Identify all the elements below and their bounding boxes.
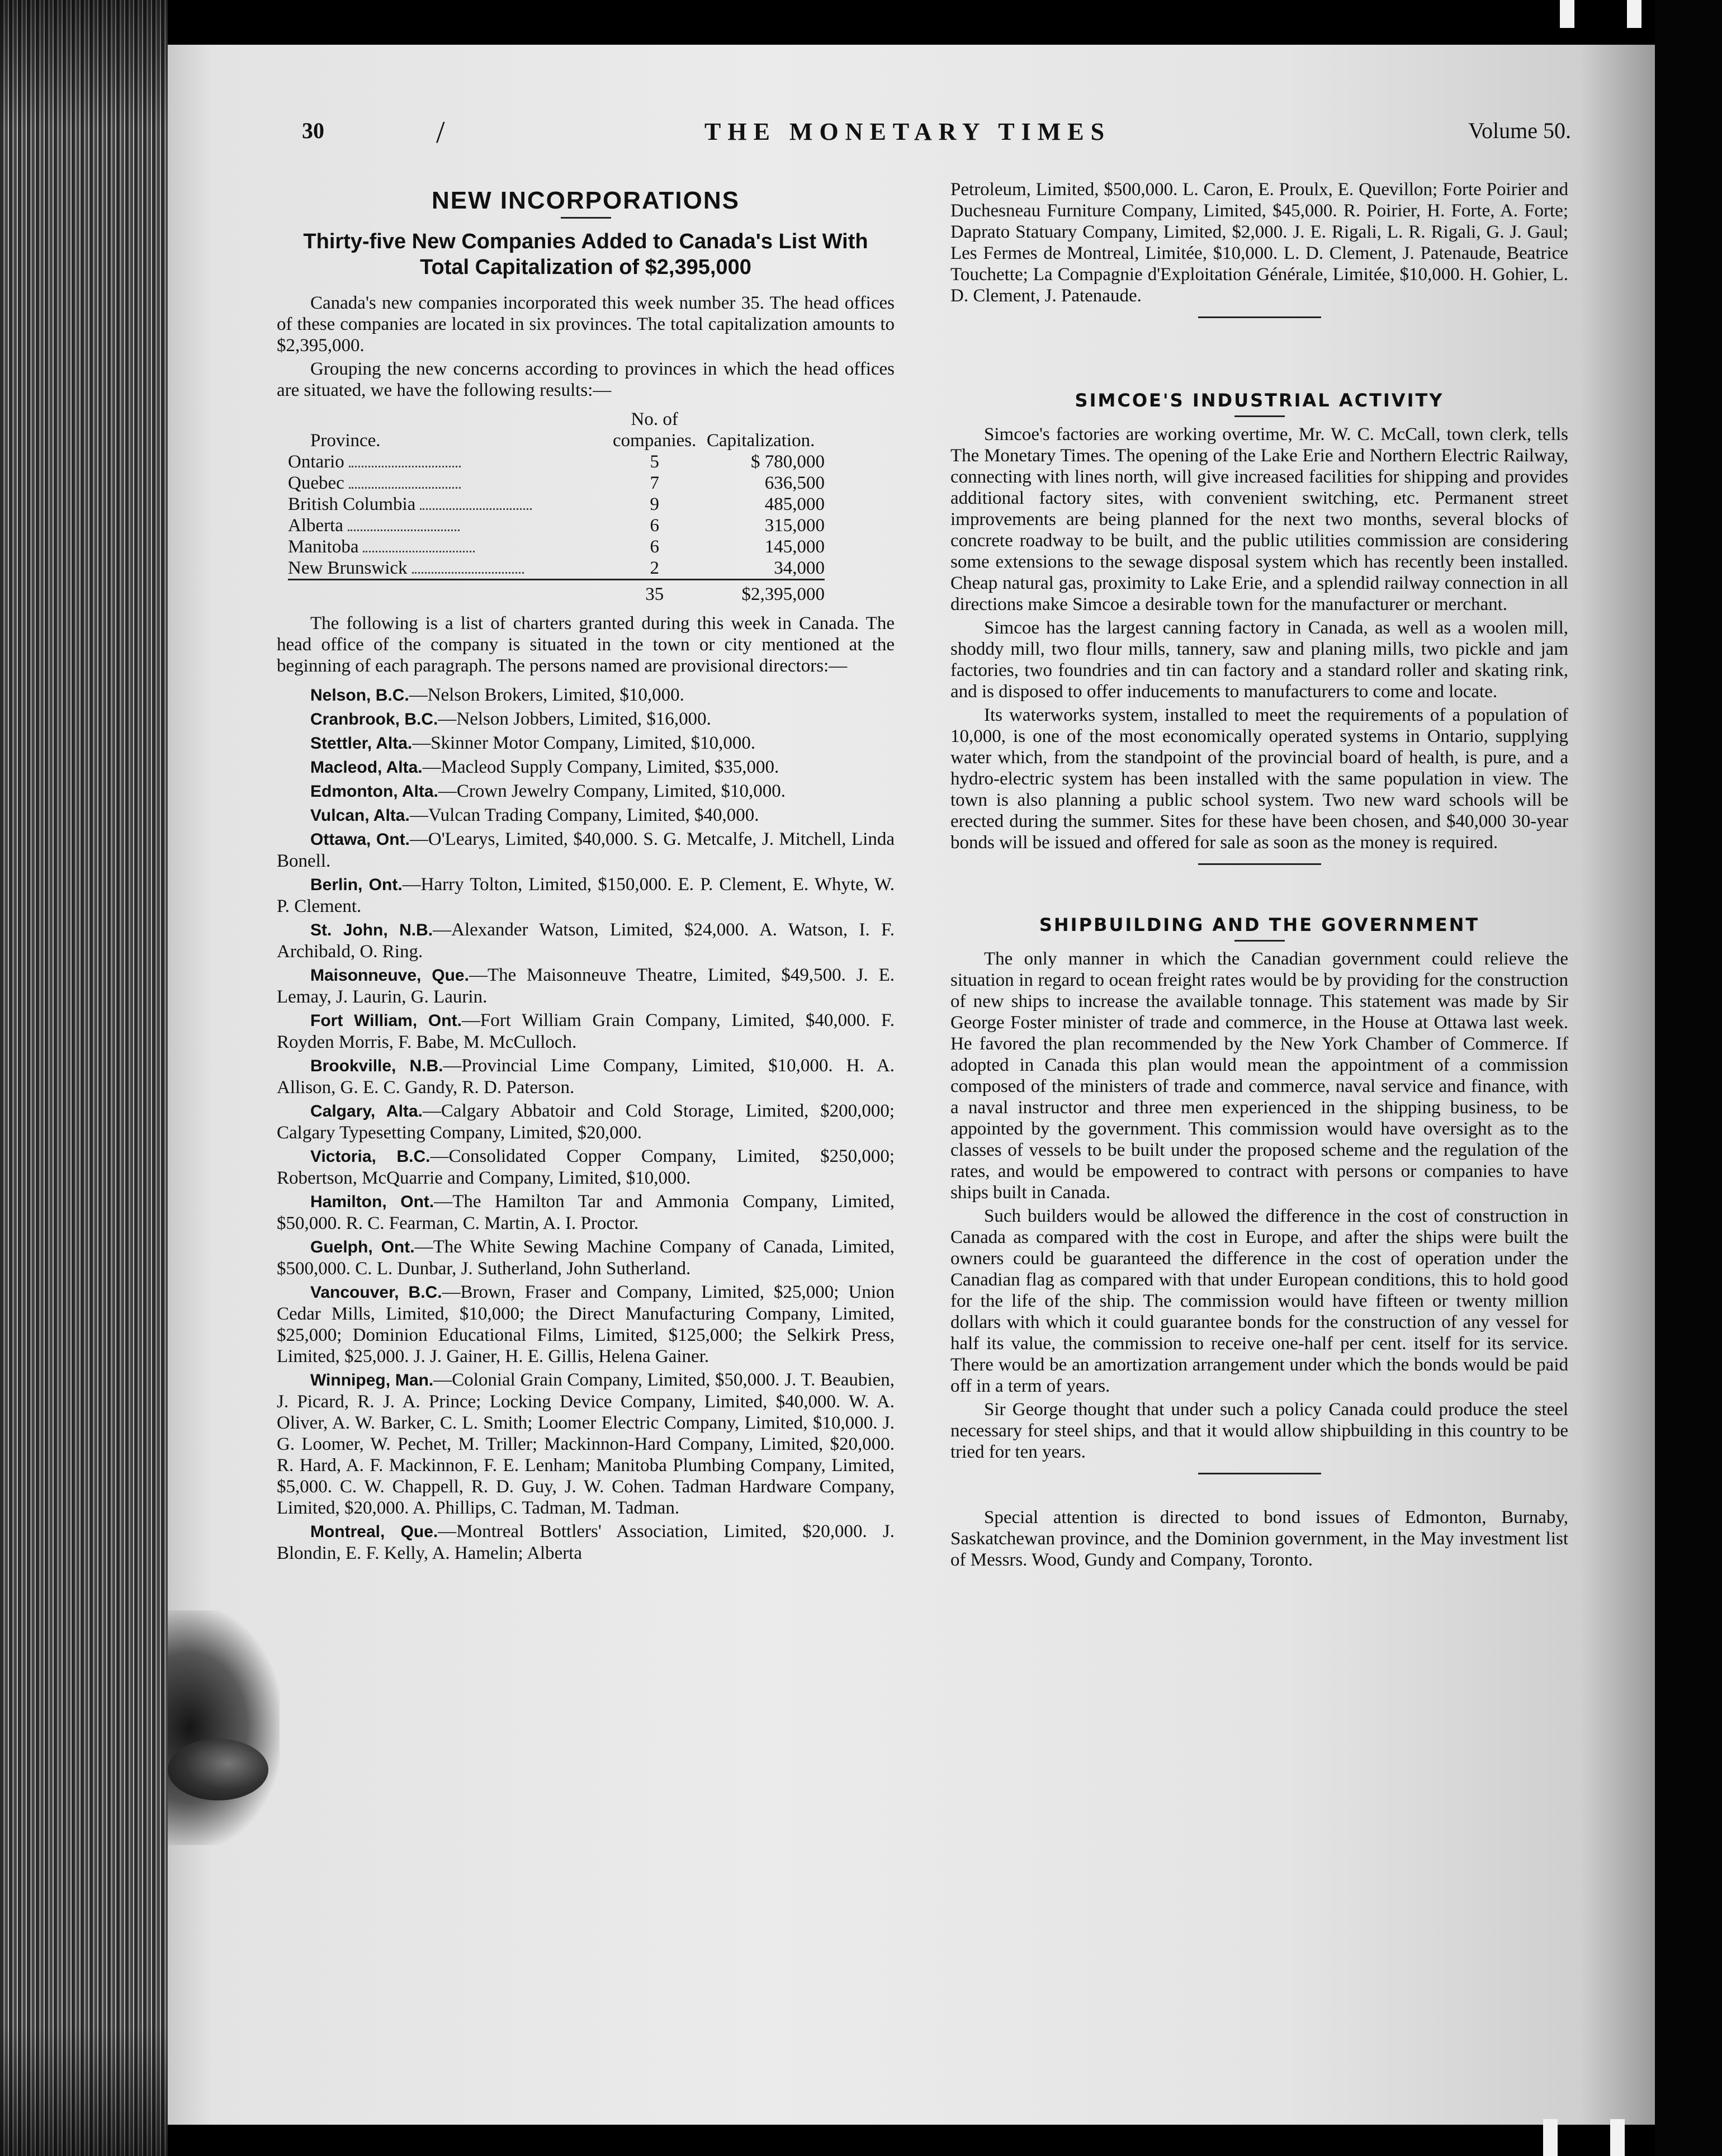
charter-text: —Brown, Fraser and Company, Limited, $25,000; Union Cedar Mills, Limited, $10,000; the Direct Manufacturing Company, Limited, $25,000; Dominion Educational Films, Limited, $125,000; the Selkirk Press, Limited, $25,000. J. J. Gainer, H. E. Gillis, Helena Gainer. bbox=[277, 1282, 895, 1367]
charter-city: St. John, N.B. bbox=[310, 921, 433, 939]
charter-text: —Nelson Jobbers, Limited, $16,000. bbox=[438, 709, 711, 729]
charter-text: —Montreal Bottlers' Association, Limited, $20,000. J. Blondin, E. F. Kelly, A. Hamelin; Alberta bbox=[277, 1521, 895, 1563]
charter-city: Stettler, Alta. bbox=[310, 734, 413, 753]
charter-text: —The White Sewing Machine Company of Canada, Limited, $500,000. C. L. Dunbar, J. Sutherland, John Sutherland. bbox=[277, 1237, 895, 1279]
capitalization: 145,000 bbox=[764, 537, 825, 557]
capitalization: 485,000 bbox=[764, 494, 825, 514]
page-number: 30 bbox=[302, 118, 324, 143]
page-header bbox=[302, 117, 1571, 151]
charter-entry bbox=[277, 1010, 895, 1053]
charter-city: Victoria, B.C. bbox=[310, 1147, 430, 1166]
charter-entry bbox=[277, 1191, 895, 1234]
film-marker-top bbox=[1560, 0, 1683, 28]
table-total-row bbox=[288, 580, 825, 606]
company-count: 2 bbox=[650, 558, 659, 578]
intro-paragraph: Canada's new companies incorporated this week number 35. The head offices of these companies are located in six provinces. The total capitalization amounts to $2,395,000. bbox=[277, 293, 895, 356]
notice-paragraph: Special attention is directed to bond issues of Edmonton, Burnaby, Saskatchewan province, and the Dominion government, in the May investment list of Messrs. Wood, Gundy and Company, Toronto. bbox=[950, 1507, 1568, 1570]
leader-dots bbox=[349, 466, 461, 467]
divider bbox=[1234, 940, 1285, 942]
charter-entry bbox=[277, 805, 895, 826]
province-name: British Columbia bbox=[288, 494, 416, 514]
capitalization: 315,000 bbox=[764, 516, 825, 536]
section-subheading: Thirty-five New Companies Added to Canada's List With Total Capitalization of $2,395,000 bbox=[303, 230, 868, 279]
charter-text: —Colonial Grain Company, Limited, $50,000. J. T. Beaubien, J. Picard, R. J. A. Prince; Locking Device Company, Limited, $40,000. W. A. Oliver, A. W. Barker, C. L. Smith; Loomer Electric Company, Limited, $10,000. J. G. Loomer, W. Pechet, M. Triller; Mackinnon-Hard Company, Limited, $20,000. R. Hard, A. F. Mackinnon, F. E. Lenham; Manitoba Plumbing Company, Limited, $5,000. C. W. Chappell, R. D. Guy, J. W. Cohen. Tadman Hardware Company, Limited, $20,000. A. Phillips, C. Tadman, M. Tadman. bbox=[277, 1370, 895, 1518]
province-name: Quebec bbox=[288, 473, 344, 493]
leader-dots bbox=[363, 551, 475, 552]
table-row bbox=[288, 494, 825, 515]
charter-city: Ottawa, Ont. bbox=[310, 830, 410, 849]
charter-text: —Provincial Lime Company, Limited, $10,000. H. A. Allison, G. E. C. Gandy, R. D. Paterson. bbox=[277, 1056, 895, 1098]
charter-city: Winnipeg, Man. bbox=[310, 1371, 434, 1389]
charter-text: —O'Learys, Limited, $40,000. S. G. Metcalfe, J. Mitchell, Linda Bonell. bbox=[277, 829, 895, 871]
leader-dots bbox=[412, 572, 524, 574]
charter-city: Brookville, N.B. bbox=[310, 1057, 443, 1075]
charter-city: Vancouver, B.C. bbox=[310, 1283, 442, 1302]
company-count: 6 bbox=[650, 537, 659, 557]
charter-text: —The Maisonneuve Theatre, Limited, $49,500. J. E. Lemay, J. Laurin, G. Laurin. bbox=[277, 965, 895, 1007]
charter-entry bbox=[277, 732, 895, 754]
charter-text: —Harry Tolton, Limited, $150,000. E. P. Clement, E. Whyte, W. P. Clement. bbox=[277, 874, 895, 916]
total-capitalization: $2,395,000 bbox=[697, 580, 825, 606]
charter-entry bbox=[277, 684, 895, 706]
simcoe-heading: SIMCOE'S INDUSTRIAL ACTIVITY bbox=[1075, 390, 1444, 411]
divider bbox=[561, 217, 611, 219]
charter-text: —The Hamilton Tar and Ammonia Company, Limited, $50,000. R. C. Fearman, C. Martin, A. I. Proctor. bbox=[277, 1192, 895, 1233]
charter-city: Berlin, Ont. bbox=[310, 876, 403, 894]
left-column bbox=[277, 179, 895, 1564]
table-header: Province. bbox=[310, 431, 381, 451]
table-row bbox=[288, 557, 825, 580]
charter-entry bbox=[277, 1146, 895, 1189]
table-row bbox=[288, 472, 825, 494]
capitalization: 34,000 bbox=[774, 558, 825, 578]
table-header: companies. bbox=[613, 431, 697, 451]
charter-city: Montreal, Que. bbox=[310, 1523, 438, 1541]
charter-city: Fort William, Ont. bbox=[310, 1011, 462, 1030]
charter-city: Maisonneuve, Que. bbox=[310, 966, 469, 985]
charter-entry bbox=[277, 919, 895, 962]
section-heading: NEW INCORPORATIONS bbox=[432, 187, 740, 214]
divider bbox=[1198, 863, 1321, 865]
list-intro-paragraph: The following is a list of charters granted during this week in Canada. The head office of the company is situated in the town or city mentioned at the beginning of each paragraph. The persons named are provisional directors:— bbox=[277, 613, 895, 676]
table-row bbox=[288, 451, 825, 472]
charter-text: —Vulcan Trading Company, Limited, $40,000. bbox=[409, 805, 759, 825]
charter-text: —Consolidated Copper Company, Limited, $250,000; Robertson, McQuarrie and Company, Limited, $10,000. bbox=[277, 1146, 895, 1188]
divider bbox=[1234, 415, 1285, 417]
scan-shadow bbox=[168, 1610, 280, 1845]
company-count: 6 bbox=[650, 516, 659, 536]
simcoe-paragraph: Simcoe has the largest canning factory in Canada, as well as a woolen mill, shoddy mill, two flour mills, tannery, saw and planing mills, two pickle and jam factories, two foundries and tin can factory and a standard roller and skating rink, and is disposed to offer inducements to manufacturers to come and locate. bbox=[950, 618, 1568, 702]
book-page-edges bbox=[0, 0, 168, 2156]
leader-dots bbox=[348, 529, 460, 531]
charter-city: Edmonton, Alta. bbox=[310, 782, 438, 801]
publication-title: THE MONETARY TIMES bbox=[704, 118, 1111, 145]
charter-text: —Calgary Abbatoir and Cold Storage, Limited, $200,000; Calgary Typesetting Company, Limited, $20,000. bbox=[277, 1101, 895, 1143]
charter-text: —Crown Jewelry Company, Limited, $10,000. bbox=[438, 781, 786, 801]
charter-entry bbox=[277, 781, 895, 802]
shipbuilding-paragraph: The only manner in which the Canadian government could relieve the situation in regard to ocean freight rates would be by providing for the construction of new ships to increase the available tonnage. This statement was made by Sir George Foster minister of trade and commerce, in the House at Ottawa last week. He favored the plan recommended by the New York Chamber of Commerce. If adopted in Canada this plan would mean the appointment of a commission composed of the ministers of trade and commerce, naval service and finance, with a naval instructor and three men experienced in the shipping business, to be appointed by the government. This commission would have oversight as to the classes of vessels to be built under the proposed scheme and the regulation of the rates, and would be empowered to contract with persons or companies to have ships built in Canada. bbox=[950, 949, 1568, 1203]
province-name: New Brunswick bbox=[288, 558, 408, 578]
shipbuilding-paragraph: Sir George thought that under such a policy Canada could produce the steel necessary for steel ships, and that it would allow shipbuilding in this country to be tried for ten years. bbox=[950, 1399, 1568, 1462]
charter-entry bbox=[277, 1100, 895, 1143]
simcoe-paragraph: Simcoe's factories are working overtime, Mr. W. C. McCall, town clerk, tells The Monetary Times. The opening of the Lake Erie and Northern Electric Railway, connecting with lines north, will give increased facilities for shipping and provides additional factory sites, with convenient switching, etc. Permanent street improvements are being planned for the next two months, several blocks of concrete roadway to be built, and the public utilities commission are considering some extensions to the sewage disposal system which has recently been installed. Cheap natural gas, proximity to Lake Erie, and a splendid railway connection in all directions make Simcoe a desirable town for the manufacturer or merchant. bbox=[950, 424, 1568, 614]
charter-entry bbox=[277, 1282, 895, 1367]
charter-city: Cranbrook, B.C. bbox=[310, 710, 438, 729]
intro-paragraph: Grouping the new concerns according to provinces in which the head offices are situated, we have the following results:— bbox=[277, 359, 895, 400]
charter-text: —Fort William Grain Company, Limited, $40,000. F. Royden Morris, F. Babe, M. McCulloch. bbox=[277, 1010, 895, 1052]
scanner-border bbox=[1655, 0, 1722, 2156]
divider bbox=[1198, 1473, 1321, 1474]
film-marker-bottom bbox=[1543, 2119, 1666, 2156]
leader-dots bbox=[420, 508, 532, 510]
thumb-shadow bbox=[168, 1739, 268, 1800]
charter-entry bbox=[277, 1369, 895, 1519]
charter-entry bbox=[277, 757, 895, 778]
charter-city: Vulcan, Alta. bbox=[310, 806, 410, 825]
charter-entry bbox=[277, 708, 895, 730]
charter-city: Hamilton, Ont. bbox=[310, 1193, 434, 1211]
charter-text: —Skinner Motor Company, Limited, $10,000. bbox=[412, 733, 756, 753]
table-row bbox=[288, 515, 825, 536]
volume-label: Volume 50. bbox=[1468, 118, 1571, 143]
charter-city: Macleod, Alta. bbox=[310, 758, 423, 777]
table-header: No. of bbox=[631, 409, 678, 429]
shipbuilding-paragraph: Such builders would be allowed the difference in the cost of construction in Canada as compared with the cost in Europe, and after the ships were built the owners could be guaranteed the difference in the cost of operation under the Canadian flag as compared with that under European conditions, this to hold good for the life of the ship. The commission would have fifteen or twenty million dollars with which it could guarantee bonds for the construction of any vessel for half its value, the commission to receive one-half per cent. itself for its service. There would be an amortization arrangement under which the bonds would be paid off in a term of years. bbox=[950, 1206, 1568, 1396]
charter-entry bbox=[277, 1236, 895, 1279]
continued-paragraph: Petroleum, Limited, $500,000. L. Caron, E. Proulx, E. Quevillon; Forte Poirier and Duchesneau Furniture Company, Limited, $45,000. R. Poirier, H. Forte, A. Forte; Daprato Statuary Company, Limited, $2,000. J. E. Rigali, L. R. Rigali, G. J. Gaul; Les Fermes de Montreal, Limitée, $10,000. L. D. Clement, J. Patenaude, Beatrice Touchette; La Compagnie d'Exploitation Générale, Limitée, $10,000. H. Gohier, L. D. Clement, J. Patenaude. bbox=[950, 179, 1568, 306]
charter-text: —Macleod Supply Company, Limited, $35,000. bbox=[422, 757, 779, 777]
charter-text: —Alexander Watson, Limited, $24,000. A. Watson, I. F. Archibald, O. Ring. bbox=[277, 920, 895, 962]
right-column bbox=[950, 179, 1568, 1571]
charter-city: Nelson, B.C. bbox=[310, 686, 409, 705]
table-row bbox=[288, 536, 825, 557]
charter-text: —Nelson Brokers, Limited, $10,000. bbox=[409, 685, 684, 705]
charter-city: Guelph, Ont. bbox=[310, 1238, 415, 1256]
province-table bbox=[288, 409, 825, 605]
capitalization: 636,500 bbox=[764, 473, 825, 493]
simcoe-paragraph: Its waterworks system, installed to meet the requirements of a population of 10,000, is one of the most economically operated systems in Ontario, supplying water which, from the standpoint of the provincial board of health, is pure, and a hydro-electric system has been installed with the same population in view. The town is also planning a public school system. Two new ward schools will be erected during the summer. Sites for these have been chosen, and $40,000 30-year bonds will be issued and offered for sale as soon as the money is required. bbox=[950, 705, 1568, 853]
capitalization: $ 780,000 bbox=[751, 452, 825, 472]
charter-entry bbox=[277, 964, 895, 1008]
charter-entry bbox=[277, 829, 895, 872]
company-count: 9 bbox=[650, 494, 659, 514]
company-count: 5 bbox=[650, 452, 659, 472]
shipbuilding-heading: SHIPBUILDING AND THE GOVERNMENT bbox=[1039, 914, 1480, 935]
table-header: Capitalization. bbox=[707, 431, 815, 451]
divider bbox=[1198, 316, 1321, 318]
charter-city: Calgary, Alta. bbox=[310, 1102, 423, 1120]
charter-entry bbox=[277, 874, 895, 917]
pencil-mark: / bbox=[436, 115, 445, 150]
charter-entry bbox=[277, 1055, 895, 1098]
province-name: Alberta bbox=[288, 516, 343, 536]
total-count: 35 bbox=[612, 580, 697, 606]
company-count: 7 bbox=[650, 473, 659, 493]
charter-entry bbox=[277, 1521, 895, 1564]
province-name: Manitoba bbox=[288, 537, 359, 557]
leader-dots bbox=[349, 487, 461, 489]
province-name: Ontario bbox=[288, 452, 344, 472]
